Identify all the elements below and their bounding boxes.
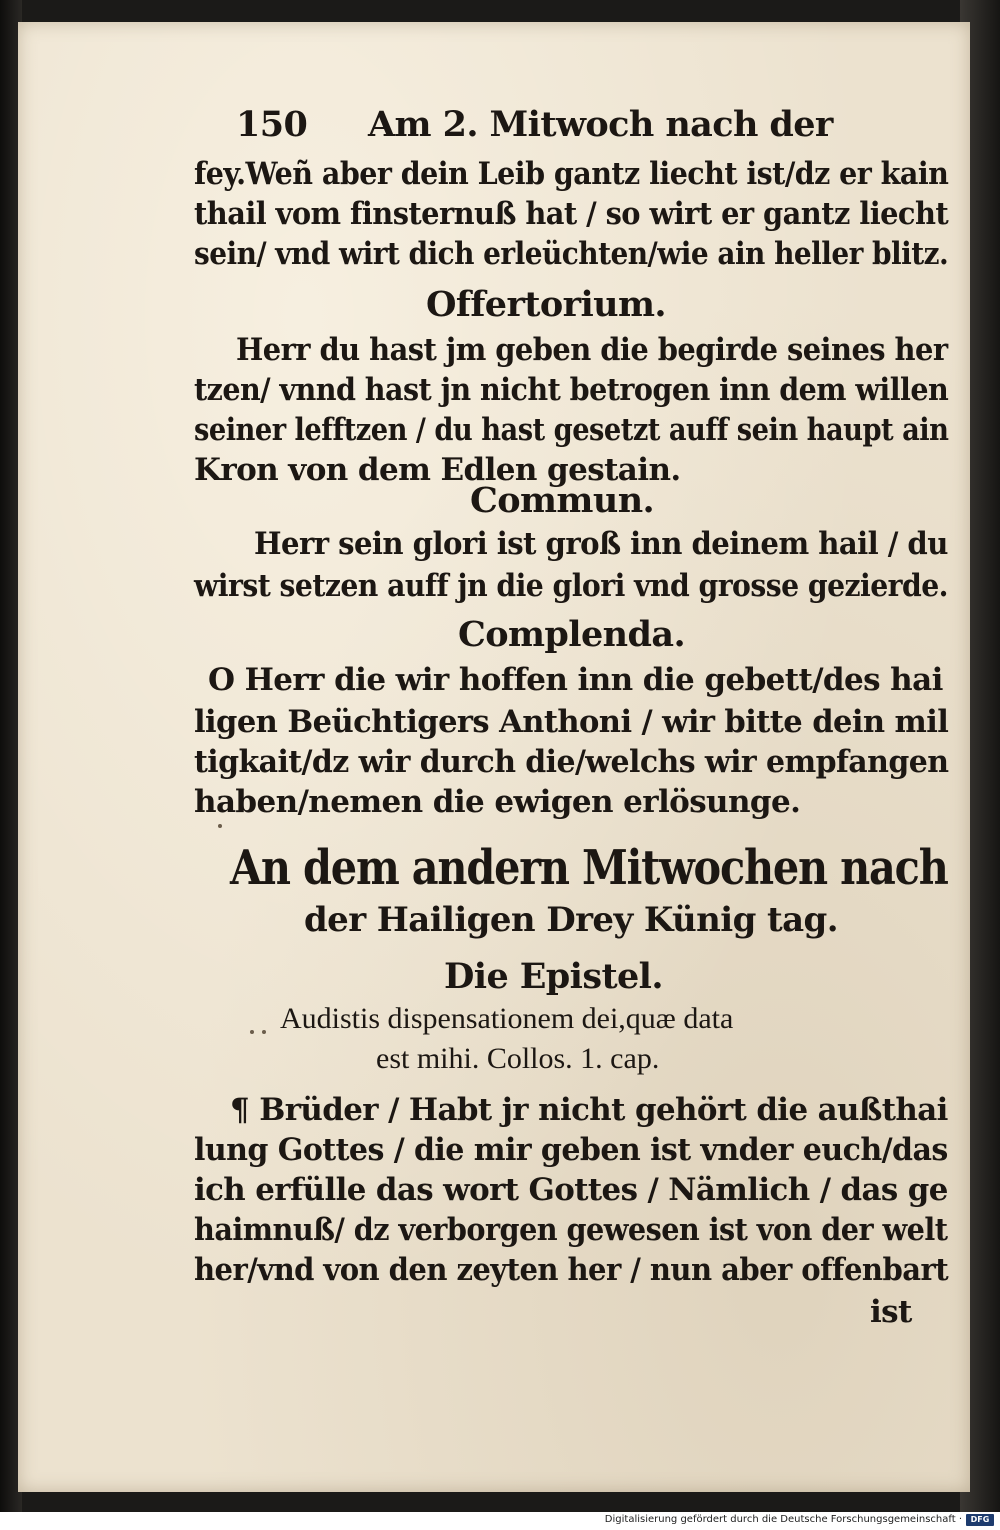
section-title-line: An dem andern Mitwochen nach <box>230 840 948 896</box>
heading-complenda: Complenda. <box>458 614 686 655</box>
text-line: tigkait/dz wir durch die/welchs wir empfangen <box>194 744 949 780</box>
running-head: Am 2. Mitwoch nach der <box>368 104 833 145</box>
heading-offertorium: Offertorium. <box>426 284 667 325</box>
heading-epistel: Die Epistel. <box>444 956 663 997</box>
text-line: ich erfülle das wort Gottes / Nämlich / das ge <box>194 1172 948 1208</box>
text-line: wirst setzen auff jn die glori vnd grosse gezierde. <box>194 568 948 604</box>
page-text <box>18 22 970 1492</box>
text-line: fey.Weñ aber dein Leib gantz liecht ist/dz er kain <box>194 156 949 192</box>
text-line: Herr sein glori ist groß inn deinem hail / du <box>254 526 948 562</box>
text-line: thail vom finsternuß hat / so wirt er gantz liecht <box>194 196 949 232</box>
footer-credit: Digitalisierung gefördert durch die Deutsche Forschungsgemeinschaft · <box>604 1514 962 1525</box>
text-line: haimnuß/ dz verborgen gewesen ist von der welt <box>194 1212 948 1248</box>
text-line: O Herr die wir hoffen inn die gebett/des hai <box>208 662 943 698</box>
heading-commun: Commun. <box>470 480 655 521</box>
text-line: Kron von dem Edlen gestain. <box>194 452 681 488</box>
text-line: seiner lefftzen / du hast gesetzt auff sein haupt ain <box>194 412 949 448</box>
section-title-line: der Hailigen Drey Künig tag. <box>304 900 838 940</box>
text-line: ¶ Brüder / Habt jr nicht gehört die außthai <box>230 1092 948 1128</box>
text-line: lung Gottes / die mir geben ist vnder euch/das <box>194 1132 948 1168</box>
catchword: ist <box>870 1294 912 1330</box>
text-line: her/vnd von den zeyten her / nun aber offenbart <box>194 1252 949 1288</box>
ink-speck <box>250 1030 254 1034</box>
latin-reference: est mihi. Collos. 1. cap. <box>376 1042 660 1075</box>
book-page <box>18 22 970 1492</box>
latin-reference: Audistis dispensationem dei,quæ data <box>280 1002 734 1035</box>
footer-bar <box>0 1512 1000 1530</box>
ink-speck <box>218 824 222 828</box>
text-line: haben/nemen die ewigen erlösunge. <box>194 784 801 820</box>
page-number: 150 <box>236 104 308 145</box>
text-line: tzen/ vnnd hast jn nicht betrogen inn dem willen <box>194 372 949 408</box>
text-line: ligen Beüchtigers Anthoni / wir bitte dein mil <box>194 704 949 740</box>
ink-speck <box>262 1030 266 1034</box>
text-line: sein/ vnd wirt dich erleüchten/wie ain heller blitz. <box>194 236 949 272</box>
dfg-logo: DFG <box>966 1514 994 1526</box>
text-line: Herr du hast jm geben die begirde seines her <box>236 332 948 368</box>
